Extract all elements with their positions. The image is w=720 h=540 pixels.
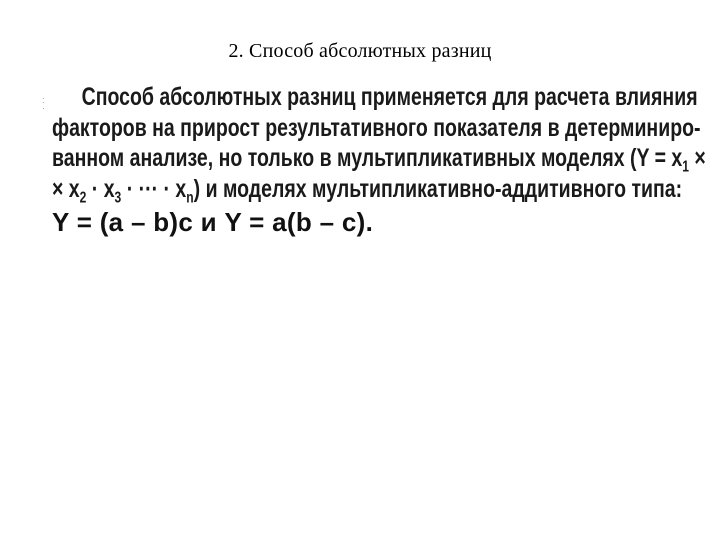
line4-part3: · ··· · x <box>121 174 187 203</box>
line4-part2: · x <box>86 174 115 203</box>
subscript-3: 3 <box>114 188 122 206</box>
subscript-n: n <box>186 188 194 206</box>
paragraph-line-2: факторов на прирост результативного показателя в детерминиро- <box>52 113 701 142</box>
line4-part1: × x <box>52 174 80 203</box>
slide-title: 2. Способ абсолютных разниц <box>228 40 492 62</box>
line3-prefix: ванном анализе, но только в мультипликативных моделях (Y = x <box>52 144 683 172</box>
scan-margin-mark: : · <box>42 95 45 113</box>
line3-suffix: × <box>688 144 706 172</box>
paragraph-line-4 <box>52 174 683 206</box>
formula-line <box>52 206 702 238</box>
paragraph-line-1: Способ абсолютных разниц применяется для расчета влияния <box>81 83 698 111</box>
scanned-text-block <box>52 82 706 238</box>
paragraph-line-3 <box>52 143 706 176</box>
formula-text: Y = (a – b)c и Y = a(b – c). <box>52 207 374 237</box>
subscript-1: 1 <box>682 158 689 176</box>
line4-part4: ) и моделях мультипликативно-аддитивного типа: <box>193 174 683 203</box>
subscript-2: 2 <box>79 188 87 206</box>
